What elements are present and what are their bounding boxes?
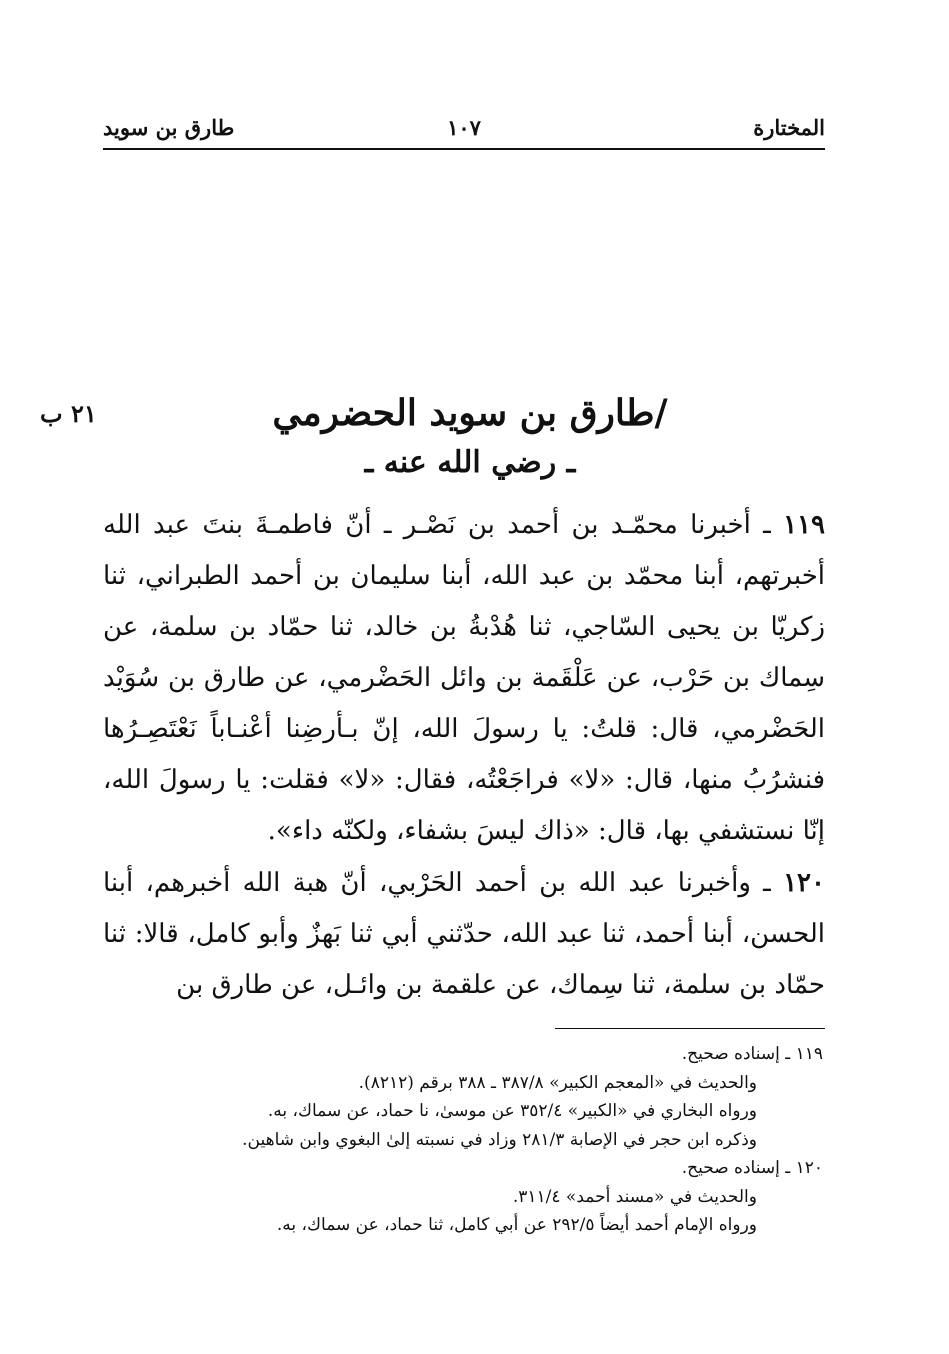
footnote-line: ١٢٠ ـ إسناده صحيح. — [681, 1158, 823, 1178]
footnote-line: ورواه البخاري في «الكبير» ٣٥٢/٤ عن موسىٰ، نا حماد، عن سماك، به. — [267, 1101, 757, 1121]
footnote-line: وذكره ابن حجر في الإصابة ٢٨١/٣ وزاد في نسبته إلىٰ البغوي وابن شاهين. — [242, 1129, 757, 1150]
hadith-paragraph — [103, 858, 825, 1011]
page-number: ١٠٧ — [447, 115, 481, 140]
footnote-line: ورواه الإمام أحمد أيضاً ٢٩٢/٥ عن أبي كامل، ثنا حماد، عن سماك، به. — [276, 1215, 757, 1235]
hadith-paragraph — [103, 500, 825, 857]
footnote-line: ١١٩ ـ إسناده صحيح. — [681, 1044, 823, 1064]
hadith-number: ١٢٠ — [783, 868, 825, 898]
chapter-title: طارق بن سويد — [103, 115, 235, 140]
section-title: /طارق بن سويد الحضرمي — [272, 392, 668, 434]
book-title: المختارة — [753, 115, 825, 140]
manuscript-folio-note: ٢١ ب — [40, 399, 97, 428]
hadith-text: ـ وأخبرنا عبد الله بن أحمد الحَرْبي، أنّ هبة الله أخبرهم، أبنا الحسن، أبنا أحمد، ثنا عبد الله، حدّثني أبي ثنا بَهزٌ وأبو كامل، قالا: ثنا حمّاد بن سلمة، ثنا سِماك، عن علقمة بن وائـل، عن طارق بن — [103, 868, 825, 1000]
footnote-line: والحديث في «مسند أحمد» ٣١١/٤. — [512, 1186, 757, 1207]
hadith-text: ـ أخبرنا محمّـد بن أحمد بن نَصْـر ـ أنّ فاطمـةَ بنتَ عبد الله أخبرتهم، أبنا محمّد بن عبد الله، أبنا سليمان بن أحمد الطبراني، ثنا زكريّا بن يحيى السّاجي، ثنا هُدْبةُ بن خالد، ثنا حمّاد بن سلمة، عن سِماك بن حَرْب، عن عَلْقَمة بن وائل الحَضْرمي، عن طارق بن سُوَيْد الحَضْرمي، قال: قلتُ: يا رسولَ الله، إنّ بـأرضِنا أعْنـاباً نَعْتَصِـرُها فنشرُبُ منها، قال: «لا» فراجَعْتُه، فقال: «لا» فقلت: يا رسولَ الله، إنّا نستشفي بها، قال: «ذاك ليسَ بشفاء، ولكنّه داء». — [103, 510, 825, 846]
running-header — [103, 108, 825, 150]
footnotes — [103, 1040, 825, 1240]
hadith-number: ١١٩ — [783, 510, 825, 540]
section-subtitle: ـ رضي الله عنه ـ — [364, 445, 576, 480]
footnote-divider — [555, 1028, 825, 1029]
footnote-line: والحديث في «المعجم الكبير» ٣٨٧/٨ ـ ٣٨٨ برقم (٨٢١٢). — [358, 1072, 757, 1093]
